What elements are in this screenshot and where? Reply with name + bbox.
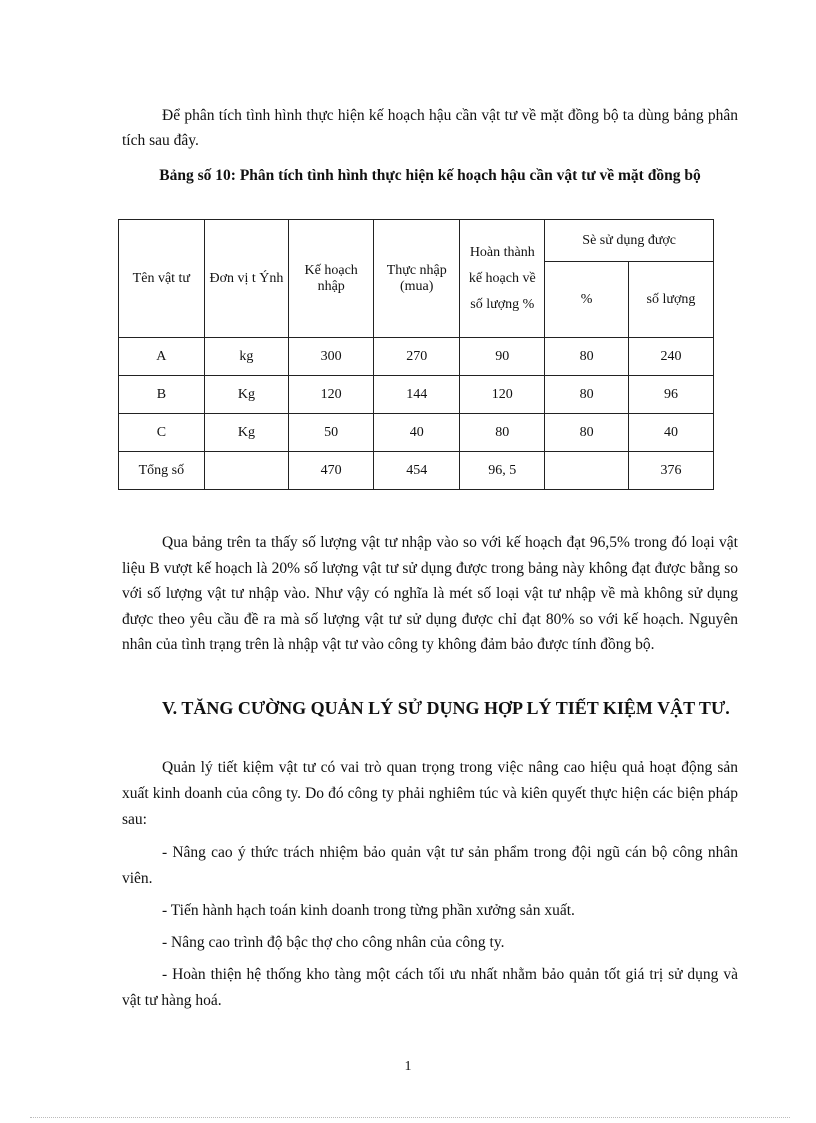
header-usable-qty: số lượng (628, 262, 713, 338)
cell-unit: kg (204, 338, 288, 376)
cell-name: C (119, 414, 205, 452)
cell-qty: 240 (628, 338, 713, 376)
table-row (119, 414, 714, 452)
cell-name: Tổng số (119, 452, 205, 490)
table-row-total (119, 452, 714, 490)
table-row (119, 376, 714, 414)
header-unit: Đơn vị t Ýnh (204, 220, 288, 338)
cell-plan: 50 (289, 414, 374, 452)
cell-actual: 270 (374, 338, 460, 376)
cell-completion: 96, 5 (460, 452, 545, 490)
header-plan: Kế hoạch nhập (289, 220, 374, 338)
table-caption: Bảng số 10: Phân tích tình hình thực hiện kế hoạch hậu cần vật tư về mặt đồng bộ (159, 167, 701, 184)
header-usable: Sè sử dụng được (545, 220, 714, 262)
cell-unit: Kg (204, 414, 288, 452)
cell-actual: 144 (374, 376, 460, 414)
cell-plan: 470 (289, 452, 374, 490)
measure-item: - Hoàn thiện hệ thống kho tàng một cách tối ưu nhất nhằm bảo quản tốt giá trị sử dụng và vật tư hàng hoá. (122, 966, 738, 1009)
section-heading: V. TĂNG CƯỜNG QUẢN LÝ SỬ DỤNG HỢP LÝ TIẾT KIỆM VẬT TƯ. (162, 698, 730, 718)
header-actual: Thực nhập (mua) (374, 220, 460, 338)
analysis-paragraph: Qua bảng trên ta thấy số lượng vật tư nhập vào so với kế hoạch đạt 96,5% trong đó loại vật liệu B vượt kế hoạch là 20% số lượng vật tư sử dụng được trong bảng này không đạt được bằng so với số lượng vật tư nhập vào. Như vậy có nghĩa là mét số loại vật tư nhập về mà không sử dụng được theo yêu cầu đề ra mà số lượng vật tư sử dụng được chỉ đạt 80% so với kế hoạch. Nguyên nhân của tình trạng trên là nhập vật tư vào công ty không đảm bảo được tính đồng bộ. (122, 534, 738, 653)
cell-unit: Kg (204, 376, 288, 414)
cell-qty: 40 (628, 414, 713, 452)
cell-pct (545, 452, 629, 490)
page-number: 1 (404, 1059, 412, 1074)
cell-pct: 80 (545, 414, 629, 452)
cell-pct: 80 (545, 338, 629, 376)
cell-name: B (119, 376, 205, 414)
header-name: Tên vật tư (119, 220, 205, 338)
cell-plan: 300 (289, 338, 374, 376)
cell-unit (204, 452, 288, 490)
cell-completion: 90 (460, 338, 545, 376)
cell-completion: 80 (460, 414, 545, 452)
header-completion: Hoàn thành kế hoạch về số lượng % (460, 220, 545, 338)
intro-paragraph: Để phân tích tình hình thực hiện kế hoạch hậu cần vật tư về mặt đồng bộ ta dùng bảng phân tích sau đây. (122, 107, 738, 149)
cell-completion: 120 (460, 376, 545, 414)
measure-item: - Nâng cao ý thức trách nhiệm bảo quản vật tư sản phẩm trong đội ngũ cán bộ công nhân viên. (122, 844, 738, 887)
table-row (119, 338, 714, 376)
cell-qty: 376 (628, 452, 713, 490)
cell-qty: 96 (628, 376, 713, 414)
cell-plan: 120 (289, 376, 374, 414)
cell-name: A (119, 338, 205, 376)
footer-divider (30, 1117, 790, 1118)
analysis-table (118, 219, 714, 490)
cell-actual: 40 (374, 414, 460, 452)
measure-item: - Tiến hành hạch toán kinh doanh trong từng phần xưởng sản xuất. (162, 902, 575, 919)
cell-pct: 80 (545, 376, 629, 414)
cell-actual: 454 (374, 452, 460, 490)
header-usable-pct: % (545, 262, 629, 338)
measure-item: - Nâng cao trình độ bậc thợ cho công nhân của công ty. (162, 934, 505, 951)
section-intro-paragraph: Quản lý tiết kiệm vật tư có vai trò quan trọng trong việc nâng cao hiệu quả hoạt động sản xuất kinh doanh của công ty. Do đó công ty phải nghiêm túc và kiên quyết thực hiện các biện pháp sau: (122, 759, 738, 828)
